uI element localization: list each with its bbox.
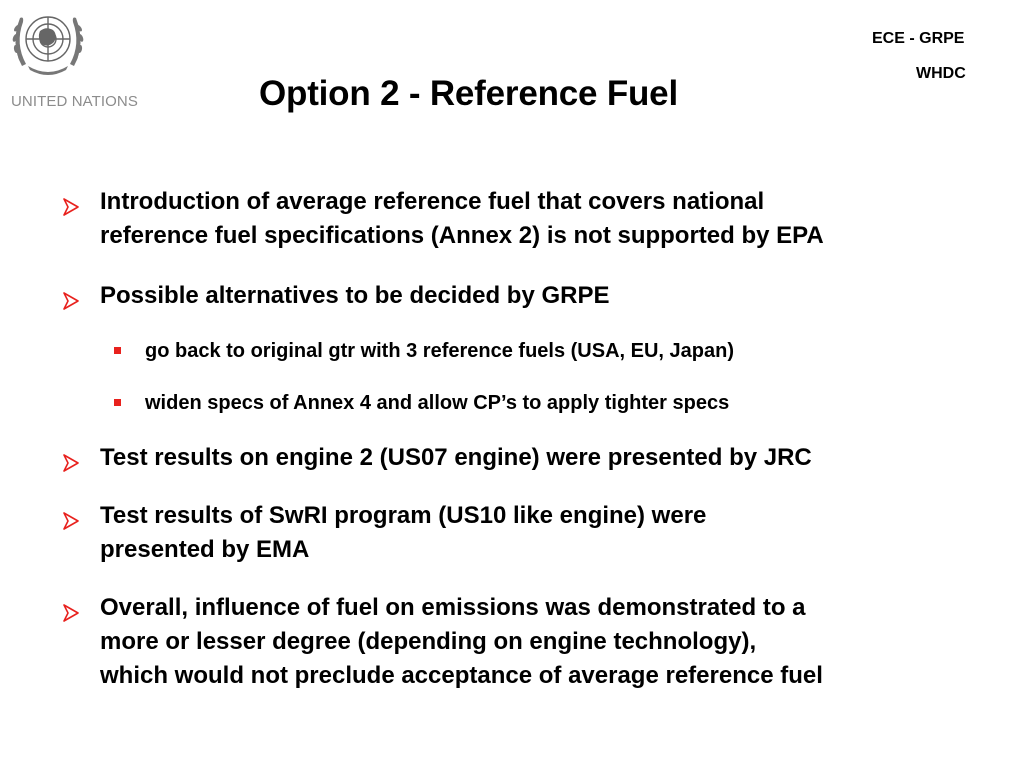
- bullet-text-line: reference fuel specifications (Annex 2) is not supported by EPA: [100, 222, 824, 249]
- bullet-text-line: Possible alternatives to be decided by GRPE: [100, 282, 610, 309]
- arrow-bullet-icon: [63, 506, 79, 524]
- sub-bullet-text: widen specs of Annex 4 and allow CP’s to apply tighter specs: [145, 392, 730, 414]
- bullet-item: [100, 185, 980, 253]
- sub-bullet-item: [145, 389, 729, 417]
- square-bullet-icon: [114, 347, 121, 354]
- sub-bullet-text: go back to original gtr with 3 reference fuels (USA, EU, Japan): [145, 340, 735, 362]
- bullet-item: [100, 441, 980, 475]
- arrow-bullet-icon: [63, 598, 79, 616]
- arrow-bullet-icon: [63, 448, 79, 466]
- slide-title: Option 2 - Reference Fuel: [259, 74, 678, 113]
- square-bullet-icon: [114, 399, 121, 406]
- bullet-text-line: which would not preclude acceptance of average reference fuel: [100, 662, 823, 689]
- arrow-bullet-icon: [63, 286, 79, 304]
- working-group-tag: WHDC: [916, 65, 966, 82]
- bullet-text-line: Test results on engine 2 (US07 engine) were presented by JRC: [100, 444, 812, 471]
- bullet-text-line: Overall, influence of fuel on emissions was demonstrated to a: [100, 594, 806, 621]
- bullet-text-line: Test results of SwRI program (US10 like engine) were: [100, 502, 707, 529]
- committee-tag: ECE - GRPE: [872, 30, 965, 47]
- un-emblem-icon: [6, 4, 90, 82]
- bullet-text-line: presented by EMA: [100, 536, 310, 563]
- bullet-item: [100, 499, 980, 567]
- bullet-text-line: more or lesser degree (depending on engine technology),: [100, 628, 757, 655]
- bullet-item: [100, 591, 980, 693]
- organization-label: UNITED NATIONS: [11, 93, 138, 110]
- bullet-text-line: Introduction of average reference fuel that covers national: [100, 188, 765, 215]
- sub-bullet-item: [145, 337, 734, 365]
- bullet-item: [100, 279, 980, 313]
- arrow-bullet-icon: [63, 192, 79, 210]
